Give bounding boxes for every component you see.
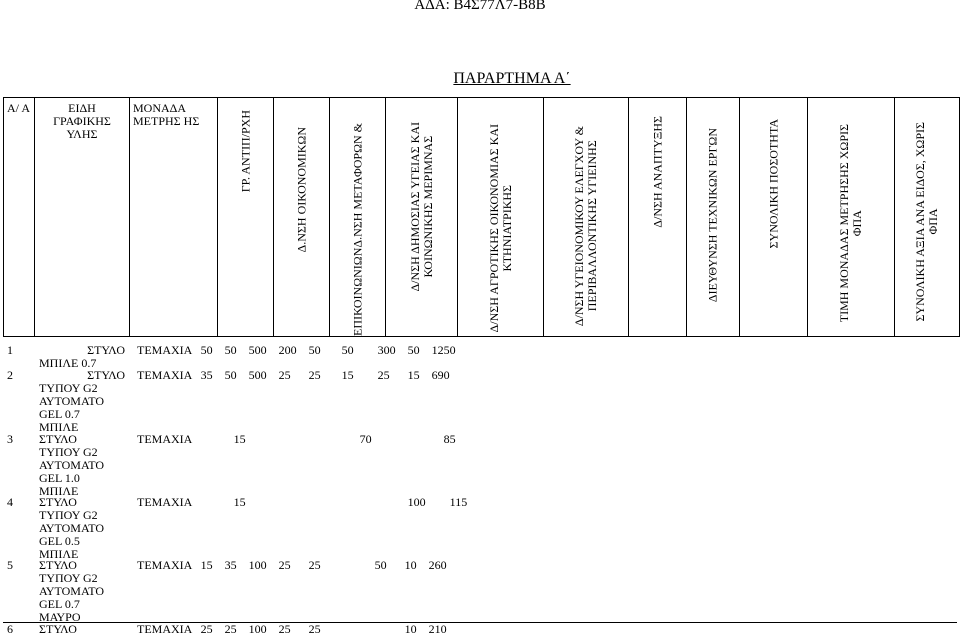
header-dnsi-dimosias-ygeias: Δ/ΝΣΗ ΔΗΜΟΣΙΑΣ ΥΓΕΙΑΣ ΚΑΙ ΚΟΙΝΩΝΙΚΗΣ ΜΕΡΙΜΝΑΣ <box>407 122 435 292</box>
header-dnsi-metaforon: ΕΠΙΚΟΙΝΩΝΙΩΝΔ.ΝΣΗ ΜΕΤΑΦΟΡΩΝ & <box>350 123 364 336</box>
row-values: ΤΕΜΑΧΙΑ 15 70 85 <box>137 432 456 446</box>
header-dnsi-ygeionomikou: Δ/ΝΣΗ ΥΓΕΙΟΝΟΜΙΚΟΥ ΕΛΕΓΧΟΥ & ΠΕΡΙΒΑΛΛΟΝΤΙΚΗΣ ΥΓΙΕΙΝΗΣ <box>572 125 599 326</box>
row-number: 3 <box>7 432 13 446</box>
item-description: ΣΤΥΛΟ ΜΠΙΛΕ 0.7 <box>39 343 125 370</box>
header-item-type: ΕΙΔΗ ΓΡΑΦΙΚΗΣ ΥΛΗΣ <box>53 101 111 141</box>
row-values: ΤΕΜΑΧΙΑ 50 50 500 200 50 50 300 50 1250 <box>137 343 456 357</box>
header-technika-erga: ΔΙΕΥΘΥΝΣΗ ΤΕΧΝΙΚΩΝ ΕΡΓΩΝ <box>705 127 720 302</box>
row-number: 1 <box>7 343 13 357</box>
item-description: ΣΤΥΛΟ ΤΥΠΟΥ G2 ΑΥΤΟΜΑΤΟ GEL 0.5 ΜΠΙΛΕ <box>39 495 105 561</box>
header-total-quantity: ΣΥΝΟΛΙΚΗ ΠΟΣΟΤΗΤΑ <box>766 118 780 248</box>
row-divider <box>3 622 957 623</box>
row-values: ΤΕΜΑΧΙΑ 25 25 100 25 25 10 210 <box>137 622 447 636</box>
header-dnsi-anaptyxis: Δ/ΝΣΗ ΑΝΑΠΤΥΞΗΣ <box>650 116 664 228</box>
header-dnsi-oikonomikon: Δ.ΝΣΗ ΟΙΚΟΝΟΜΙΚΩΝ <box>294 126 308 252</box>
item-description: ΣΤΥΛΟ ΤΥΠΟΥ G2 ΑΥΤΟΜΑΤΟ GEL 0.7 ΜΠΙΛΕ <box>39 368 125 434</box>
header-total-value: ΣΥΝΟΛΙΚΗ ΑΞΙΑ ΑΝΑ ΕΙΔΟΣ, ΧΩΡΙΣ ΦΠΑ <box>913 122 940 322</box>
row-values: ΤΕΜΑΧΙΑ 15 35 100 25 25 50 10 260 <box>137 558 447 572</box>
item-description: ΣΤΥΛΟ ΤΥΠΟΥ G2 ΑΥΤΟΜΑΤΟ GEL 1.0 ΜΠΙΛΕ <box>39 432 105 498</box>
ada-code: ΑΔΑ: Β4Σ77Λ7-Β8Β <box>414 0 546 13</box>
item-description: ΣΤΥΛΟ <box>39 622 77 636</box>
header-aa: Α/ Α <box>7 101 31 115</box>
row-number: 6 <box>7 622 13 636</box>
row-values: ΤΕΜΑΧΙΑ 15 100 115 <box>137 495 468 509</box>
header-unit: ΜΟΝΑΔΑ ΜΕΤΡΗΣ ΗΣ <box>133 101 200 128</box>
row-number: 2 <box>7 368 13 382</box>
header-unit-price: ΤΙΜΗ ΜΟΝΑΔΑΣ ΜΕΤΡΗΣΗΣ ΧΩΡΙΣ ΦΠΑ <box>837 123 864 322</box>
header-gr-antiperifereiarxi: ΓΡ. ΑΝΤΙΠ/ΡΧΗ <box>238 109 252 192</box>
annex-title: ΠΑΡΑΡΤΗΜΑ Α΄ <box>453 70 571 87</box>
item-description: ΣΤΥΛΟ ΤΥΠΟΥ G2 ΑΥΤΟΜΑΤΟ GEL 0.7 ΜΑΥΡΟ <box>39 558 105 624</box>
row-number: 5 <box>7 558 13 572</box>
row-number: 4 <box>7 495 13 509</box>
header-dnsi-agrotikis: Δ/ΝΣΗ ΑΓΡΟΤΙΚΗΣ ΟΙΚΟΝΟΜΙΑΣ ΚΑΙ ΚΤΗΝΙΑΤΡΙΚΗΣ <box>486 123 514 332</box>
row-values: ΤΕΜΑΧΙΑ 35 50 500 25 25 15 25 15 690 <box>137 368 450 382</box>
header-table <box>3 97 960 337</box>
